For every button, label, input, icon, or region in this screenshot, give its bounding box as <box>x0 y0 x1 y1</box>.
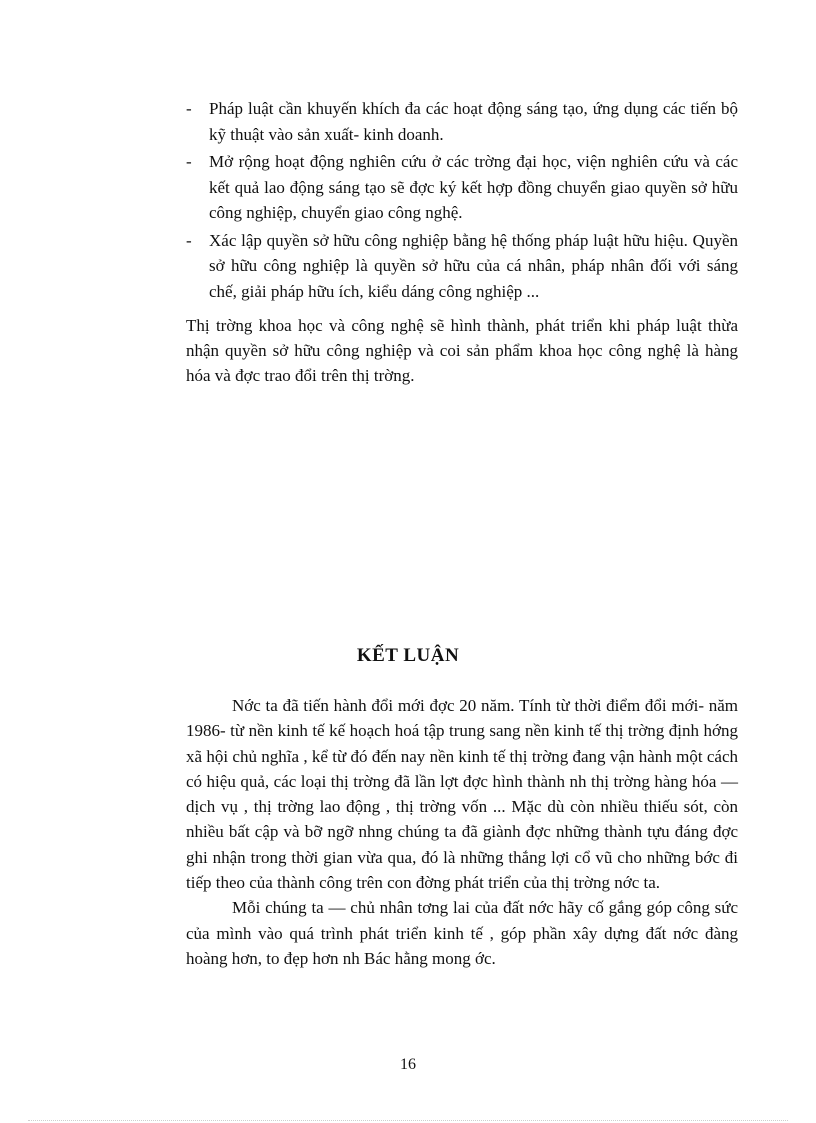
conclusion-body <box>186 693 738 971</box>
bullet-text: Mở rộng hoạt động nghiên cứu ở các trờng đại học, viện nghiên cứu và các kết quả lao động sáng tạo sẽ đợc ký kết hợp đồng chuyển giao quyền sở hữu công nghiệp, chuyển giao công nghệ. <box>209 152 738 222</box>
bullet-text: Pháp luật cần khuyến khích đa các hoạt động sáng tạo, ứng dụng các tiến bộ kỹ thuật vào sản xuất- kinh doanh. <box>209 99 738 144</box>
bullet-marker: - <box>186 99 192 118</box>
bullet-item <box>186 228 738 305</box>
conclusion-paragraph: Mỗi chúng ta — chủ nhân tơng lai của đất nớc hãy cố gắng góp công sức của mình vào quá trình phát triển kinh tế , góp phần xây dựng đất nớc đàng hoàng hơn, to đẹp hơn nh Bác hằng mong ớc. <box>186 898 738 968</box>
bullet-marker: - <box>186 152 192 171</box>
bullet-item <box>186 96 738 147</box>
conclusion-paragraph: Nớc ta đã tiến hành đổi mới đợc 20 năm. Tính từ thời điểm đổi mới- năm 1986- từ nền kinh tế kế hoạch hoá tập trung sang nền kinh tế thị trờng định hớng xã hội chủ nghĩa , kể từ đó đến nay nền kinh tế thị trờng đang vận hành một cách có hiệu quả, các loại thị trờng đã lần lợt đợc hình thành nh thị trờng hàng hóa — dịch vụ , thị trờng lao động , thị trờng vốn ... Mặc dù còn nhiều thiếu sót, còn nhiều bất cập và bỡ ngỡ nhng chúng ta đã giành đợc những thành tựu đáng đợc ghi nhận trong thời gian vừa qua, đó là những thắng lợi cổ vũ cho những bớc đi tiếp theo của thành công trên con đờng phát triển của thị trờng nớc ta. <box>186 696 738 893</box>
bullet-text: Xác lập quyền sở hữu công nghiệp bằng hệ thống pháp luật hữu hiệu. Quyền sở hữu công nghiệp là quyền sở hữu của cá nhân, pháp nhân đối với sáng chế, giải pháp hữu ích, kiểu dáng công nghiệp ... <box>209 230 738 301</box>
page-number: 16 <box>400 1056 416 1073</box>
bullet-list <box>186 96 738 306</box>
section-heading: KẾT LUẬN <box>356 645 460 666</box>
page-bottom-rule <box>28 1120 788 1121</box>
bullet-item <box>186 149 738 226</box>
summary-paragraph: Thị trờng khoa học và công nghệ sẽ hình thành, phát triển khi pháp luật thừa nhận quyền sở hữu công nghiệp và coi sản phẩm khoa học công nghệ là hàng hóa và đợc trao đổi trên thị trờng. <box>186 316 738 385</box>
bullet-marker: - <box>186 230 192 250</box>
